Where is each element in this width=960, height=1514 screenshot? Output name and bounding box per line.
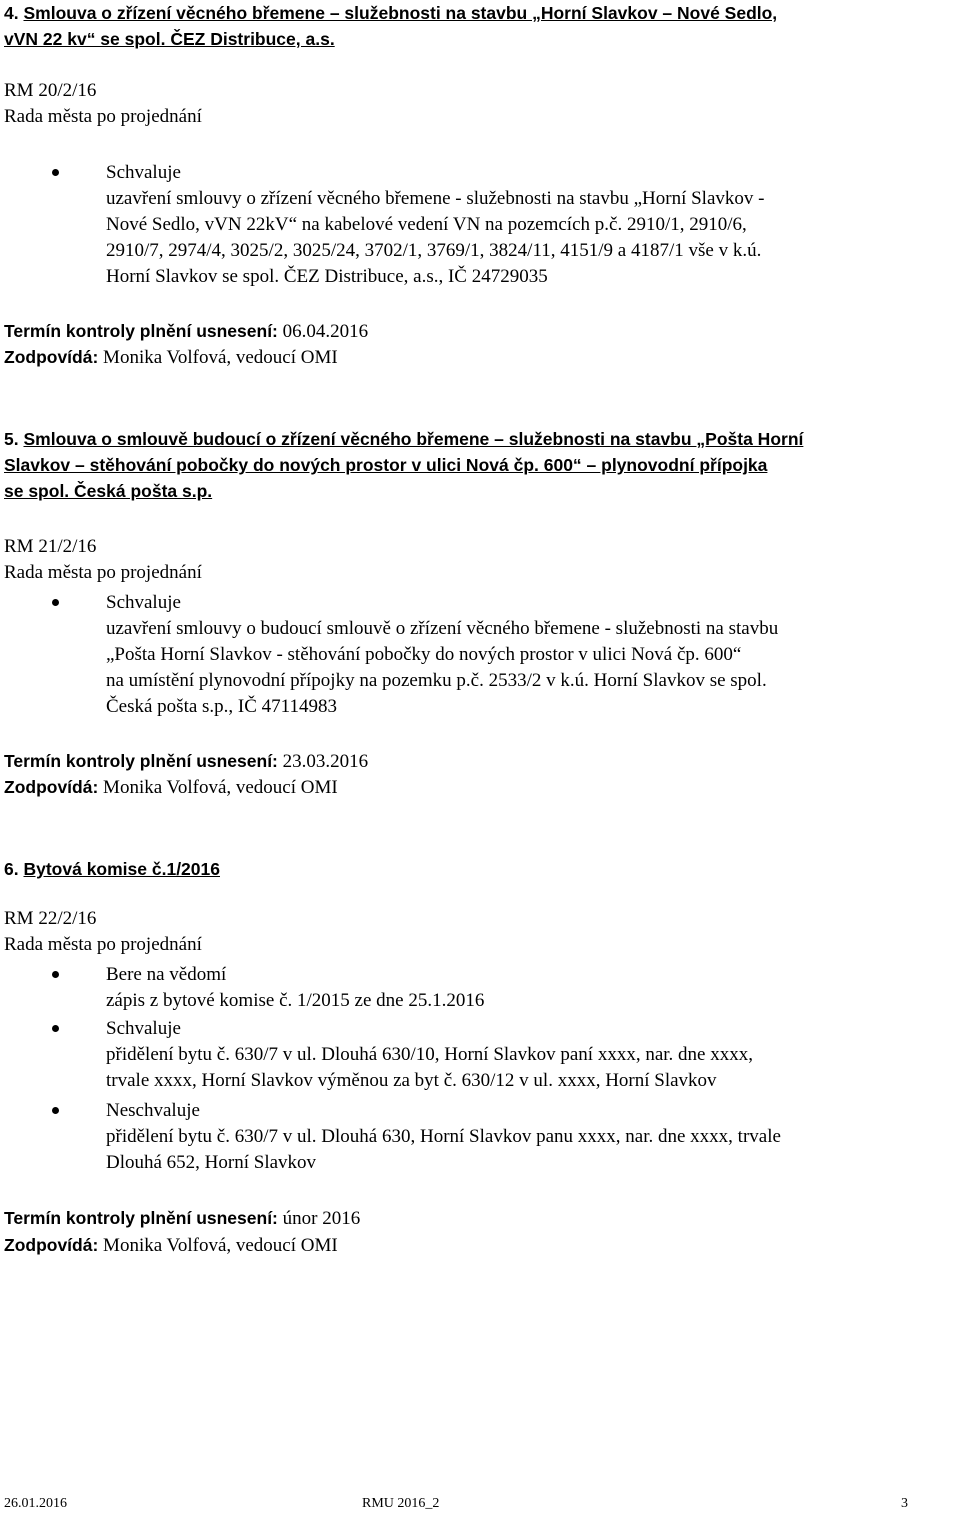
resolution-text-line: přidělení bytu č. 630/7 v ul. Dlouhá 630, Horní Slavkov panu xxxx, nar. dne xxxx, trvale <box>106 1126 781 1147</box>
deadline-row <box>4 748 368 775</box>
responsible-row <box>4 774 338 801</box>
responsible-value: Monika Volfová, vedoucí OMI <box>103 1235 338 1256</box>
responsible-value: Monika Volfová, vedoucí OMI <box>103 777 338 798</box>
section-title-line: Smlouva o smlouvě budoucí o zřízení věcného břemene – služebnosti na stavbu „Pošta Horní <box>23 429 804 449</box>
deadline-row <box>4 318 368 345</box>
responsible-row <box>4 344 338 371</box>
resolution-text-line: „Pošta Horní Slavkov - stěhování pobočky do nových prostor v ulici Nová čp. 600“ <box>106 644 742 665</box>
section-5-title-cont <box>4 452 958 478</box>
resolution-text-line: uzavření smlouvy o zřízení věcného břemene - služebnosti na stavbu „Horní Slavkov - <box>106 188 765 209</box>
resolution-verb: Neschvaluje <box>106 1098 200 1124</box>
responsible-value: Monika Volfová, vedoucí OMI <box>103 347 338 368</box>
footer-document-id: RMU 2016_2 <box>362 1496 440 1511</box>
resolution-verb: Schvaluje <box>106 590 181 616</box>
resolution-text-line: uzavření smlouvy o budoucí smlouvě o zřízení věcného břemene - služebnosti na stavbu <box>106 618 779 639</box>
resolution-text-line: 2910/7, 2974/4, 3025/2, 3025/24, 3702/1, 3769/1, 3824/11, 4151/9 a 4187/1 vše v k.ú. <box>106 240 762 261</box>
resolution-verb: Bere na vědomí <box>106 962 226 988</box>
resolution-text-line: zápis z bytové komise č. 1/2015 ze dne 25.1.2016 <box>106 990 485 1011</box>
council-heading: Rada města po projednání <box>4 106 202 127</box>
section-number: 5. <box>4 429 19 449</box>
resolution-text-line: trvale xxxx, Horní Slavkov výměnou za byt č. 630/12 v ul. xxxx, Horní Slavkov <box>106 1070 717 1091</box>
section-title-line: se spol. Česká pošta s.p. <box>4 481 213 501</box>
deadline-value: 23.03.2016 <box>282 751 369 772</box>
section-6-title <box>4 856 958 882</box>
section-title-line: Bytová komise č.1/2016 <box>23 859 220 879</box>
resolution-verb: Schvaluje <box>106 160 181 186</box>
deadline-value: 06.04.2016 <box>282 321 369 342</box>
council-heading: Rada města po projednání <box>4 934 202 955</box>
footer-page-number: 3 <box>901 1496 908 1511</box>
resolution-text-line: na umístění plynovodní přípojky na pozemku p.č. 2533/2 v k.ú. Horní Slavkov se spol. <box>106 670 767 691</box>
resolution-verb: Schvaluje <box>106 1016 181 1042</box>
resolution-text-line: Horní Slavkov se spol. ČEZ Distribuce, a.s., IČ 24729035 <box>106 266 548 287</box>
footer-date: 26.01.2016 <box>4 1496 67 1511</box>
section-5-title <box>4 426 958 452</box>
section-number: 4. <box>4 3 19 23</box>
section-title-line: Slavkov – stěhování pobočky do nových prostor v ulici Nová čp. 600“ – plynovodní přípojka <box>4 455 768 475</box>
deadline-value: únor 2016 <box>282 1208 361 1229</box>
deadline-label: Termín kontroly plnění usnesení: <box>4 321 278 341</box>
section-title-line: vVN 22 kv“ se spol. ČEZ Distribuce, a.s. <box>4 29 335 49</box>
resolution-text-line: přidělení bytu č. 630/7 v ul. Dlouhá 630/10, Horní Slavkov paní xxxx, nar. dne xxxx, <box>106 1044 753 1065</box>
deadline-label: Termín kontroly plnění usnesení: <box>4 1208 278 1228</box>
resolution-text-line: Nové Sedlo, vVN 22kV“ na kabelové vedení VN na pozemcích p.č. 2910/1, 2910/6, <box>106 214 747 235</box>
resolution-number: RM 20/2/16 <box>4 80 97 101</box>
deadline-label: Termín kontroly plnění usnesení: <box>4 751 278 771</box>
responsible-label: Zodpovídá: <box>4 777 99 797</box>
section-4-title <box>4 0 958 52</box>
council-heading: Rada města po projednání <box>4 562 202 583</box>
responsible-label: Zodpovídá: <box>4 1235 99 1255</box>
resolution-number: RM 21/2/16 <box>4 536 97 557</box>
section-number: 6. <box>4 859 19 879</box>
resolution-number: RM 22/2/16 <box>4 908 97 929</box>
responsible-row <box>4 1232 338 1259</box>
section-title-line: Smlouva o zřízení věcného břemene – služebnosti na stavbu „Horní Slavkov – Nové Sedlo, <box>23 3 778 23</box>
resolution-text-line: Česká pošta s.p., IČ 47114983 <box>106 696 337 717</box>
section-5-title-cont <box>4 478 958 504</box>
deadline-row <box>4 1205 360 1232</box>
responsible-label: Zodpovídá: <box>4 347 99 367</box>
resolution-text-line: Dlouhá 652, Horní Slavkov <box>106 1152 317 1173</box>
